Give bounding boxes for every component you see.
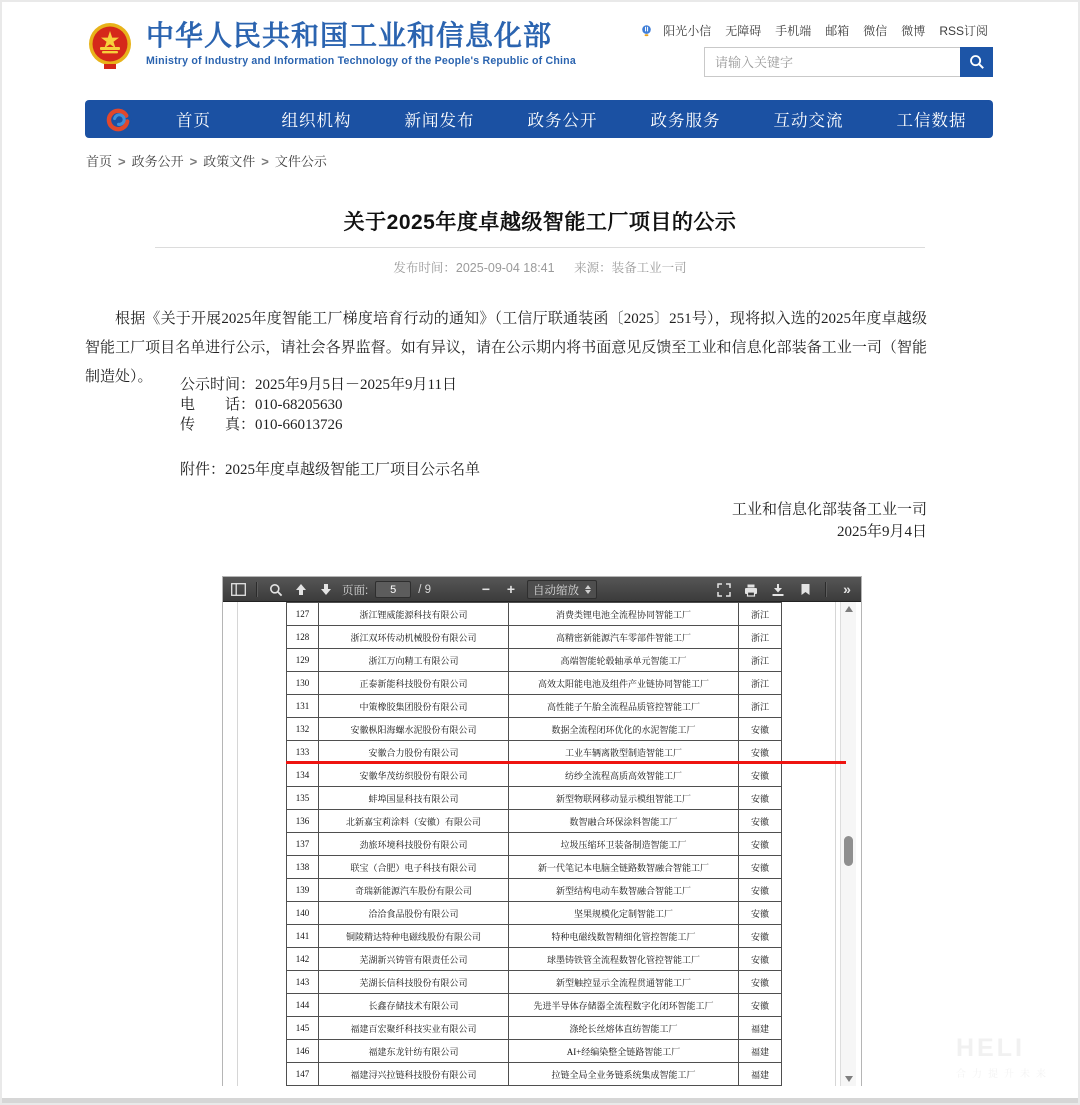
more-tools-icon[interactable]: » (843, 581, 851, 597)
table-row-142 (287, 948, 782, 971)
page-number-input[interactable] (375, 581, 411, 598)
signature-date: 2025年9月4日 (836, 524, 927, 540)
table-row-139 (287, 879, 782, 902)
table-row-130 (287, 672, 782, 695)
cell-company: 蚌埠国显科技有限公司 (319, 787, 509, 810)
search-icon (969, 54, 985, 70)
cell-company: 奇瑞新能源汽车股份有限公司 (319, 879, 509, 902)
cell-province: 安徽 (739, 718, 782, 741)
cell-project: 高精密新能源汽车零部件智能工厂 (509, 626, 739, 649)
sunshine-xiaoxin-icon (640, 24, 653, 37)
cell-no: 130 (287, 672, 319, 695)
cell-no: 131 (287, 695, 319, 718)
cell-company: 北新嘉宝莉涂料（安徽）有限公司 (319, 810, 509, 833)
zoom-mode-value: 自动缩放 (533, 584, 579, 597)
cell-company: 安徽合力股份有限公司 (319, 741, 509, 764)
scrollbar-thumb[interactable] (844, 836, 853, 866)
bookmark-icon[interactable] (796, 580, 814, 599)
cell-company: 正泰新能科技股份有限公司 (319, 672, 509, 695)
cell-company: 浙江万向精工有限公司 (319, 649, 509, 672)
highlight-underline (286, 761, 846, 764)
nav-item-1[interactable]: 首页 (176, 112, 211, 130)
cell-company: 福建百宏聚纤科技实业有限公司 (319, 1017, 509, 1040)
cell-province: 安徽 (739, 994, 782, 1017)
table-row-147 (287, 1063, 782, 1086)
contact-info (180, 375, 457, 435)
cell-project: 球墨铸铁管全流程数智化管控智能工厂 (509, 948, 739, 971)
cell-company: 劲旅环境科技股份有限公司 (319, 833, 509, 856)
cell-project: 新型物联网移动显示模组智能工厂 (509, 787, 739, 810)
national-emblem-icon (88, 20, 132, 70)
cell-province: 浙江 (739, 649, 782, 672)
cell-province: 福建 (739, 1040, 782, 1063)
zoom-out-icon[interactable]: − (481, 581, 491, 597)
toolbar-separator (256, 582, 258, 597)
table-row-138 (287, 856, 782, 879)
table-row-135 (287, 787, 782, 810)
cell-no: 140 (287, 902, 319, 925)
scroll-down-icon[interactable] (841, 1072, 856, 1086)
table-row-134 (287, 764, 782, 787)
table-row-145 (287, 1017, 782, 1040)
cell-province: 安徽 (739, 948, 782, 971)
cell-project: 消费类锂电池全流程协同智能工厂 (509, 603, 739, 626)
site-header (0, 0, 1080, 96)
cell-no: 129 (287, 649, 319, 672)
cell-no: 136 (287, 810, 319, 833)
cell-no: 143 (287, 971, 319, 994)
cell-no: 133 (287, 741, 319, 764)
cell-province: 安徽 (739, 971, 782, 994)
cell-province: 安徽 (739, 902, 782, 925)
cell-company: 福建浔兴拉链科技股份有限公司 (319, 1063, 509, 1086)
breadcrumb-separator: > (118, 154, 126, 169)
table-row-143 (287, 971, 782, 994)
table-row-129 (287, 649, 782, 672)
cell-no: 127 (287, 603, 319, 626)
quick-link[interactable]: 邮箱 (825, 24, 850, 38)
article-paragraph: 根据《关于开展2025年度智能工厂梯度培育行动的通知》（工信厅联通装函〔2025〕251号），现将拟入选的2025年度卓越级智能工厂项目名单进行公示，请社会各界监督。如有异议，请在公示期内将书面意见反馈至工业和信息化部装备工业一司（智能制造处）。 (85, 311, 927, 385)
cell-project: 新型结构电动车数智融合智能工厂 (509, 879, 739, 902)
ministry-name-cn: 中华人民共和国工业和信息化部 (146, 20, 553, 51)
sidebar-toggle-icon[interactable] (229, 580, 247, 599)
quick-link[interactable]: 阳光小信 (663, 24, 712, 38)
cell-project: 数据全流程闭环优化的水泥智能工厂 (509, 718, 739, 741)
cell-company: 芜湖长信科技股份有限公司 (319, 971, 509, 994)
table-row-141 (287, 925, 782, 948)
table-row-144 (287, 994, 782, 1017)
cell-project: 高性能子午胎全流程品质管控智能工厂 (509, 695, 739, 718)
nav-items (132, 107, 993, 131)
cell-province: 安徽 (739, 833, 782, 856)
cell-project: 纺纱全流程高质高效智能工厂 (509, 764, 739, 787)
cell-company: 浙江双环传动机械股份有限公司 (319, 626, 509, 649)
nav-item-2[interactable]: 组织机构 (281, 112, 352, 130)
cell-project: 涤纶长丝熔体直纺智能工厂 (509, 1017, 739, 1040)
cell-province: 浙江 (739, 603, 782, 626)
cell-project: 特种电磁线数智精细化管控智能工厂 (509, 925, 739, 948)
cell-company: 洽洽食品股份有限公司 (319, 902, 509, 925)
cell-province: 福建 (739, 1063, 782, 1086)
cell-company: 浙江锂威能源科技有限公司 (319, 603, 509, 626)
cell-province: 浙江 (739, 672, 782, 695)
table-row-140 (287, 902, 782, 925)
table-row-146 (287, 1040, 782, 1063)
cell-project: 数智融合环保涂料智能工厂 (509, 810, 739, 833)
zoom-mode-select[interactable] (527, 580, 597, 599)
pdf-viewer (222, 576, 862, 1086)
toolbar-separator (825, 582, 827, 597)
cell-province: 安徽 (739, 764, 782, 787)
page-title: 关于2025年度卓越级智能工厂项目的公示 (343, 211, 737, 234)
cell-project: 新型触控显示全流程贯通智能工厂 (509, 971, 739, 994)
ministry-name-en: Ministry of Industry and Information Technology of the People's Republic of China (146, 55, 576, 67)
nav-item-7[interactable]: 工信数据 (896, 112, 967, 130)
presentation-mode-icon[interactable] (715, 580, 733, 599)
contact-info-line: 公示时间：2025年9月5日－2025年9月11日 (180, 377, 457, 393)
site-logo[interactable] (88, 20, 576, 70)
breadcrumb-separator: > (189, 154, 198, 169)
breadcrumb-item[interactable]: 政务公开 (131, 154, 184, 169)
page-down-icon[interactable] (317, 580, 335, 599)
page-label: 页面: (342, 584, 369, 597)
search-input[interactable] (704, 47, 960, 77)
breadcrumb-item: 文件公示 (274, 154, 327, 169)
cell-project: 拉链全局全业务链系统集成智能工厂 (509, 1063, 739, 1086)
table-row-131 (287, 695, 782, 718)
breadcrumb-item[interactable]: 政策文件 (203, 154, 256, 169)
cell-project: 先进半导体存储器全流程数字化闭环智能工厂 (509, 994, 739, 1017)
cell-no: 146 (287, 1040, 319, 1063)
quick-link[interactable]: 无障碍 (725, 24, 762, 38)
quick-link[interactable]: 手机端 (775, 24, 812, 38)
breadcrumb-separator: > (261, 154, 269, 169)
cell-project: 垃圾压缩环卫装备制造智能工厂 (509, 833, 739, 856)
search-button[interactable] (960, 47, 993, 77)
cell-province: 安徽 (739, 856, 782, 879)
contact-info-line: 电 话：010-68205630 (180, 397, 343, 413)
scroll-up-icon[interactable] (841, 602, 856, 616)
cell-company: 长鑫存储技术有限公司 (319, 994, 509, 1017)
heli-watermark (956, 1034, 1052, 1080)
cell-no: 128 (287, 626, 319, 649)
breadcrumb (86, 151, 327, 170)
cell-project: AI+经编染整全链路智能工厂 (509, 1040, 739, 1063)
contact-info-line: 传 真：010-66013726 (180, 417, 343, 433)
table-row-127 (287, 603, 782, 626)
attachment-line[interactable]: 附件：2025年度卓越级智能工厂项目公示名单 (180, 462, 481, 478)
publish-time: 发布时间：2025-09-04 18:41 (393, 261, 555, 275)
project-table (286, 602, 782, 1086)
cell-project: 高端智能轮毂轴承单元智能工厂 (509, 649, 739, 672)
download-icon[interactable] (769, 580, 787, 599)
cell-province: 浙江 (739, 626, 782, 649)
cell-no: 135 (287, 787, 319, 810)
page-up-icon[interactable] (292, 580, 310, 599)
cell-no: 144 (287, 994, 319, 1017)
table-row-128 (287, 626, 782, 649)
signature-department: 工业和信息化部装备工业一司 (731, 502, 927, 518)
cell-project: 高效太阳能电池及组件产业链协同智能工厂 (509, 672, 739, 695)
cell-no: 132 (287, 718, 319, 741)
pdf-toolbar (223, 577, 861, 602)
nav-item-6[interactable]: 互动交流 (773, 112, 844, 130)
pdf-scrollbar (840, 602, 856, 1086)
cell-no: 139 (287, 879, 319, 902)
cell-project: 新一代笔记本电脑全链路数智融合智能工厂 (509, 856, 739, 879)
pdf-page (223, 602, 861, 1086)
site-search (704, 47, 993, 77)
select-arrows-icon (585, 585, 591, 594)
cell-no: 138 (287, 856, 319, 879)
table-row-136 (287, 810, 782, 833)
page-right-edge (835, 602, 836, 1086)
cell-no: 147 (287, 1063, 319, 1086)
cell-project: 工业车辆离散型制造智能工厂 (509, 741, 739, 764)
nav-item-5[interactable]: 政务服务 (650, 112, 721, 130)
main-nav (85, 100, 993, 138)
cell-province: 安徽 (739, 787, 782, 810)
cell-no: 137 (287, 833, 319, 856)
table-row-137 (287, 833, 782, 856)
page-left-edge (237, 602, 238, 1086)
cell-no: 145 (287, 1017, 319, 1040)
breadcrumb-item[interactable]: 首页 (86, 154, 113, 169)
quick-link[interactable]: RSS订阅 (939, 24, 988, 38)
nav-item-3[interactable]: 新闻发布 (404, 112, 475, 130)
watermark-logo-text: HELI (956, 1034, 1025, 1062)
find-icon[interactable] (267, 580, 285, 599)
quick-link[interactable]: 微信 (863, 24, 888, 38)
cell-province: 安徽 (739, 925, 782, 948)
cell-province: 福建 (739, 1017, 782, 1040)
cell-company: 安徽枞阳海螺水泥股份有限公司 (319, 718, 509, 741)
title-divider (155, 247, 925, 248)
cell-province: 安徽 (739, 741, 782, 764)
nav-item-4[interactable]: 政务公开 (527, 112, 598, 130)
cell-company: 铜陵精达特种电磁线股份有限公司 (319, 925, 509, 948)
quick-link[interactable]: 微博 (901, 24, 926, 38)
miit-swirl-icon (105, 106, 132, 133)
cell-company: 中策橡胶集团股份有限公司 (319, 695, 509, 718)
cell-company: 福建东龙针纺有限公司 (319, 1040, 509, 1063)
cell-company: 联宝（合肥）电子科技有限公司 (319, 856, 509, 879)
table-row-132 (287, 718, 782, 741)
footer-strip (0, 1098, 1080, 1105)
cell-no: 142 (287, 948, 319, 971)
cell-province: 安徽 (739, 810, 782, 833)
watermark-slogan: 合力提升未来 (956, 1069, 1052, 1080)
cell-province: 浙江 (739, 695, 782, 718)
article-meta (155, 258, 925, 276)
zoom-in-icon[interactable]: + (506, 581, 516, 597)
cell-province: 安徽 (739, 879, 782, 902)
article-source: 来源：装备工业一司 (574, 261, 687, 275)
cell-company: 安徽华茂纺织股份有限公司 (319, 764, 509, 787)
header-quick-links (640, 22, 988, 39)
print-icon[interactable] (742, 580, 760, 599)
cell-company: 芜湖新兴铸管有限责任公司 (319, 948, 509, 971)
cell-no: 134 (287, 764, 319, 787)
cell-no: 141 (287, 925, 319, 948)
cell-project: 坚果规模化定制智能工厂 (509, 902, 739, 925)
page-total: / 9 (418, 583, 431, 596)
